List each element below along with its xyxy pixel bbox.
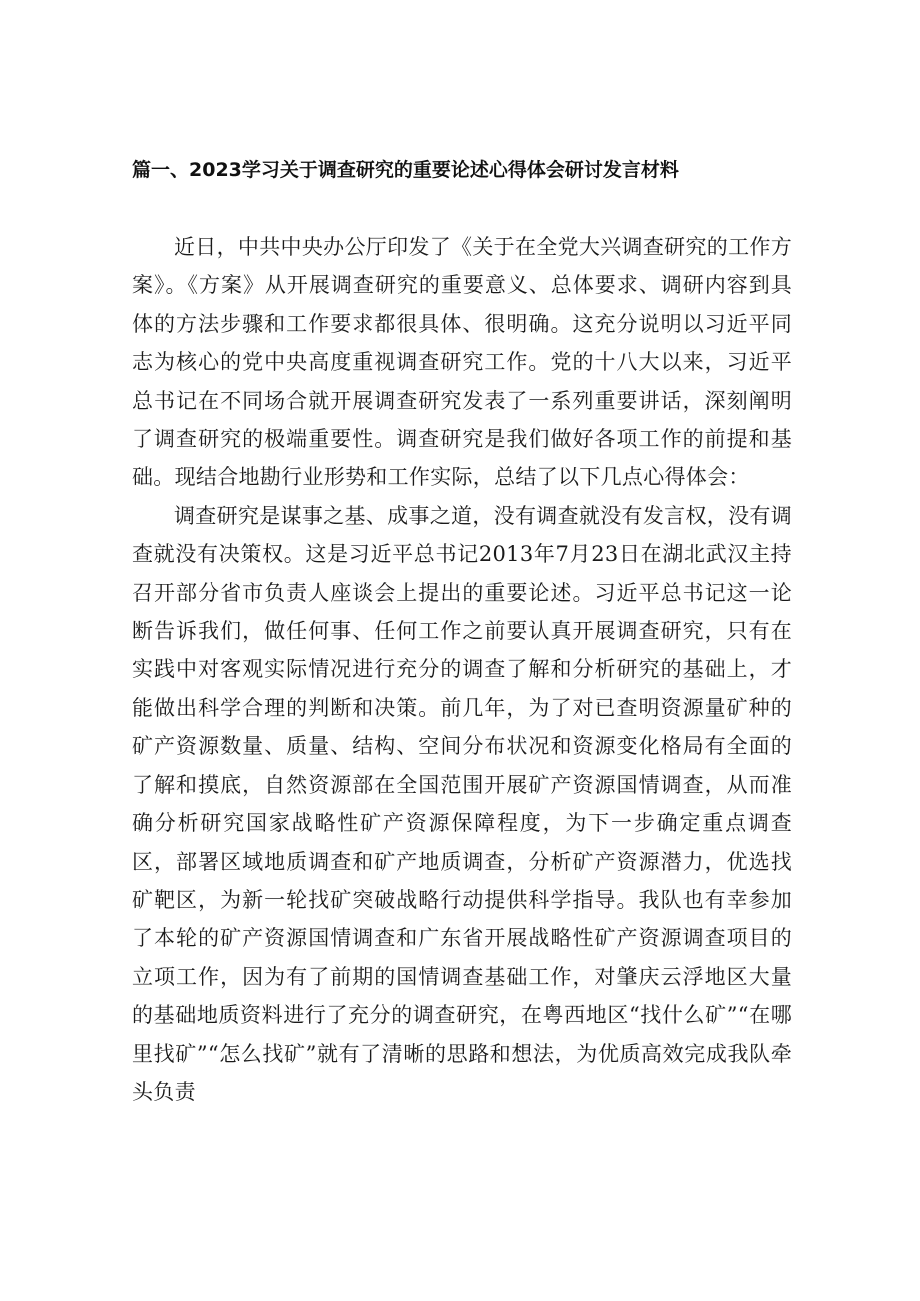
- paragraph-intro: 近日，中共中央办公厅印发了《关于在全党大兴调查研究的工作方案》。《方案》从开展调查研究的重要意义、总体要求、调研内容到具体的方法步骤和工作要求都很具体、很明确。这充分说明以习近平同志为核心的党中央高度重视调查研究工作。党的十八大以来，习近平总书记在不同场合就开展调查研究发表了一系列重要讲话，深刻阐明了调查研究的极端重要性。调查研究是我们做好各项工作的前提和基础。现结合地勘行业形势和工作实际，总结了以下几点心得体会：: [132, 235, 792, 490]
- paragraph-investigation: 调查研究是谋事之基、成事之道，没有调查就没有发言权，没有调查就没有决策权。这是习近平总书记2013年7月23日在湖北武汉主持召开部分省市负责人座谈会上提出的重要论述。习近平总书记这一论断告诉我们，做任何事、任何工作之前要认真开展调查研究，只有在实践中对客观实际情况进行充分的调查了解和分析研究的基础上，才能做出科学合理的判断和决策。前几年，为了对已查明资源量矿种的矿产资源数量、质量、结构、空间分布状况和资源变化格局有全面的了解和摸底，自然资源部在全国范围开展矿产资源国情调查，从而准确分析研究国家战略性矿产资源保障程度，为下一步确定重点调查区，部署区域地质调查和矿产地质调查，分析矿产资源潜力，优选找矿靶区，为新一轮找矿突破战略行动提供科学指导。我队也有幸参加了本轮的矿产资源国情调查和广东省开展战略性矿产资源调查项目的立项工作，因为有了前期的国情调查基础工作，对肇庆云浮地区大量的基础地质资料进行了充分的调查研究，在粤西地区“找什么矿”“在哪里找矿”“怎么找矿”就有了清晰的思路和想法，为优质高效完成我队牵头负责: [132, 503, 792, 1104]
- document-body: [132, 228, 792, 1111]
- document-title: 篇一、2023学习关于调查研究的重要论述心得体会研讨发言材料: [132, 159, 679, 181]
